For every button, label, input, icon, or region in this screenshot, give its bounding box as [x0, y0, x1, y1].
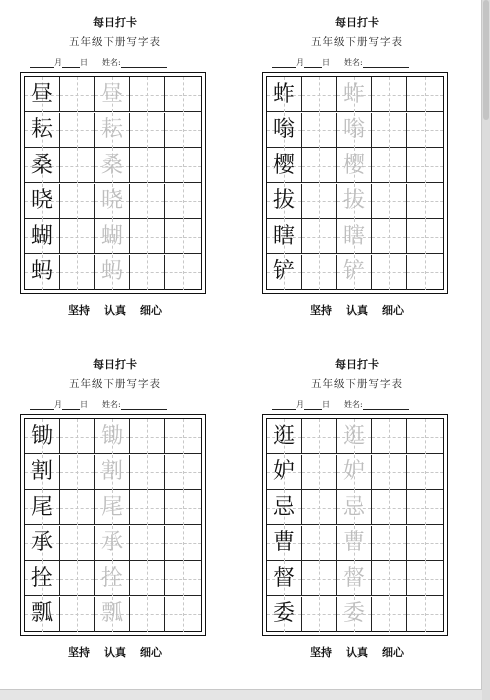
trace-character: 割 [100, 459, 123, 484]
writing-cell[interactable] [130, 526, 165, 561]
writing-cell[interactable] [337, 526, 372, 561]
grid-row [267, 597, 443, 632]
writing-cell[interactable] [165, 184, 201, 219]
practice-card [262, 342, 452, 662]
writing-cell[interactable] [60, 219, 95, 254]
writing-cell[interactable] [407, 255, 443, 290]
month-blank[interactable] [272, 59, 296, 68]
trace-character: 昼 [100, 81, 123, 107]
grid-row [25, 561, 201, 596]
writing-cell[interactable] [267, 219, 302, 254]
trace-character: 晓 [100, 188, 123, 213]
writing-cell[interactable] [372, 184, 407, 219]
writing-grid-frame [262, 414, 448, 636]
writing-cell[interactable] [165, 255, 201, 290]
writing-grid-frame [262, 72, 448, 294]
month-label: 月 [296, 400, 304, 409]
motto-word: 认真 [104, 304, 126, 317]
writing-cell[interactable] [60, 255, 95, 290]
writing-cell[interactable] [60, 77, 95, 112]
name-label: 姓名: [344, 400, 363, 409]
writing-cell[interactable] [267, 526, 302, 561]
writing-cell[interactable] [407, 561, 443, 596]
writing-cell[interactable] [302, 77, 337, 112]
grid-row [25, 419, 201, 454]
writing-cell[interactable] [95, 455, 130, 490]
model-character: 桑 [30, 152, 53, 178]
writing-cell[interactable] [60, 561, 95, 596]
writing-cell[interactable] [267, 455, 302, 490]
writing-cell[interactable] [302, 419, 337, 454]
motto-word: 认真 [104, 646, 126, 659]
writing-cell[interactable] [95, 219, 130, 254]
writing-cell[interactable] [407, 184, 443, 219]
trace-character: 蝴 [100, 223, 123, 249]
card-subtitle: 五年级下册写字表 [69, 36, 161, 48]
trace-character: 忌 [342, 494, 365, 520]
writing-cell[interactable] [337, 419, 372, 454]
name-blank[interactable] [121, 401, 167, 410]
writing-cell[interactable] [337, 255, 372, 290]
writing-cell[interactable] [25, 113, 60, 148]
writing-cell[interactable] [337, 455, 372, 490]
trace-character: 嗡 [342, 117, 365, 142]
writing-cell[interactable] [302, 490, 337, 525]
day-blank[interactable] [304, 401, 322, 410]
motto-word: 细心 [382, 304, 404, 317]
writing-cell[interactable] [337, 219, 372, 254]
writing-cell[interactable] [372, 526, 407, 561]
grid-row [25, 455, 201, 490]
writing-cell[interactable] [25, 419, 60, 454]
motto-word: 细心 [140, 646, 162, 659]
writing-cell[interactable] [95, 597, 130, 632]
writing-cell[interactable] [337, 490, 372, 525]
writing-cell[interactable] [267, 77, 302, 112]
writing-grid [24, 76, 202, 290]
motto [262, 302, 452, 318]
writing-cell[interactable] [60, 455, 95, 490]
model-character: 承 [30, 530, 53, 555]
writing-cell[interactable] [60, 597, 95, 632]
grid-row [267, 419, 443, 454]
grid-row [267, 148, 443, 183]
writing-cell[interactable] [372, 455, 407, 490]
writing-cell[interactable] [130, 490, 165, 525]
practice-card [20, 0, 210, 320]
writing-cell[interactable] [165, 490, 201, 525]
writing-cell[interactable] [130, 455, 165, 490]
name-blank[interactable] [363, 59, 409, 68]
writing-cell[interactable] [165, 219, 201, 254]
writing-cell[interactable] [165, 455, 201, 490]
motto [20, 644, 210, 660]
model-character: 锄 [30, 423, 53, 449]
writing-cell[interactable] [372, 597, 407, 632]
model-character: 嗡 [272, 117, 295, 142]
name-blank[interactable] [121, 59, 167, 68]
grid-row [25, 148, 201, 183]
day-blank[interactable] [62, 401, 80, 410]
writing-cell[interactable] [25, 526, 60, 561]
trace-character: 督 [342, 565, 365, 591]
motto-word: 坚持 [310, 304, 332, 317]
model-character: 樱 [272, 152, 295, 178]
writing-cell[interactable] [165, 148, 201, 183]
writing-cell[interactable] [372, 148, 407, 183]
writing-cell[interactable] [95, 148, 130, 183]
writing-cell[interactable] [25, 490, 60, 525]
trace-character: 委 [342, 601, 365, 626]
model-character: 蚱 [272, 81, 295, 107]
day-label: 日 [80, 58, 88, 67]
card-title: 每日打卡 [93, 16, 137, 29]
name-label: 姓名: [344, 58, 363, 67]
model-character: 妒 [272, 459, 295, 484]
writing-cell[interactable] [407, 77, 443, 112]
date-name-line [272, 58, 452, 68]
day-label: 日 [322, 400, 330, 409]
writing-cell[interactable] [302, 597, 337, 632]
writing-cell[interactable] [302, 255, 337, 290]
month-blank[interactable] [272, 401, 296, 410]
writing-cell[interactable] [165, 113, 201, 148]
trace-character: 逛 [342, 423, 365, 449]
writing-grid [266, 418, 444, 632]
writing-cell[interactable] [60, 184, 95, 219]
writing-cell[interactable] [95, 419, 130, 454]
writing-cell[interactable] [130, 148, 165, 183]
writing-cell[interactable] [95, 113, 130, 148]
writing-cell[interactable] [372, 561, 407, 596]
trace-character: 耘 [100, 117, 123, 142]
card-subtitle: 五年级下册写字表 [311, 36, 403, 48]
trace-character: 蚂 [100, 259, 123, 284]
date-name-line [30, 400, 210, 410]
motto-word: 认真 [346, 646, 368, 659]
writing-cell[interactable] [337, 597, 372, 632]
month-blank[interactable] [30, 401, 54, 410]
model-character: 拔 [272, 188, 295, 213]
trace-character: 拔 [342, 188, 365, 213]
name-blank[interactable] [363, 401, 409, 410]
writing-cell[interactable] [165, 561, 201, 596]
month-label: 月 [54, 400, 62, 409]
model-character: 瓢 [30, 601, 53, 626]
writing-cell[interactable] [267, 113, 302, 148]
month-blank[interactable] [30, 59, 54, 68]
writing-cell[interactable] [60, 490, 95, 525]
writing-cell[interactable] [130, 561, 165, 596]
grid-row [25, 219, 201, 254]
writing-cell[interactable] [95, 526, 130, 561]
writing-cell[interactable] [165, 597, 201, 632]
trace-character: 拴 [100, 565, 123, 591]
trace-character: 铲 [342, 259, 365, 284]
writing-cell[interactable] [25, 455, 60, 490]
writing-cell[interactable] [267, 490, 302, 525]
motto [20, 302, 210, 318]
model-character: 逛 [272, 423, 295, 449]
writing-cell[interactable] [372, 113, 407, 148]
grid-row [267, 455, 443, 490]
writing-cell[interactable] [25, 184, 60, 219]
motto [262, 644, 452, 660]
writing-cell[interactable] [302, 561, 337, 596]
trace-character: 承 [100, 530, 123, 555]
card-title: 每日打卡 [93, 358, 137, 371]
day-blank[interactable] [62, 59, 80, 68]
grid-row [267, 77, 443, 112]
writing-cell[interactable] [337, 184, 372, 219]
day-blank[interactable] [304, 59, 322, 68]
model-character: 委 [272, 601, 295, 626]
writing-cell[interactable] [407, 419, 443, 454]
writing-cell[interactable] [130, 219, 165, 254]
writing-cell[interactable] [130, 77, 165, 112]
model-character: 拴 [30, 565, 53, 591]
grid-row [25, 255, 201, 290]
writing-cell[interactable] [407, 526, 443, 561]
grid-row [25, 597, 201, 632]
model-character: 耘 [30, 117, 53, 142]
trace-character: 尾 [100, 494, 123, 520]
writing-cell[interactable] [25, 561, 60, 596]
date-name-line [272, 400, 452, 410]
grid-row [267, 561, 443, 596]
trace-character: 蚱 [342, 81, 365, 107]
trace-character: 瓢 [100, 601, 123, 626]
writing-cell[interactable] [25, 148, 60, 183]
writing-cell[interactable] [95, 184, 130, 219]
writing-cell[interactable] [267, 184, 302, 219]
writing-cell[interactable] [302, 219, 337, 254]
model-character: 晓 [30, 188, 53, 213]
trace-character: 瞎 [342, 223, 365, 249]
writing-grid-frame [20, 414, 206, 636]
motto-word: 坚持 [68, 646, 90, 659]
grid-row [267, 219, 443, 254]
grid-row [267, 526, 443, 561]
writing-cell[interactable] [337, 148, 372, 183]
writing-cell[interactable] [60, 148, 95, 183]
model-character: 督 [272, 565, 295, 591]
writing-cell[interactable] [60, 419, 95, 454]
model-character: 瞎 [272, 223, 295, 249]
writing-cell[interactable] [337, 113, 372, 148]
motto-word: 细心 [382, 646, 404, 659]
grid-row [25, 113, 201, 148]
writing-cell[interactable] [302, 526, 337, 561]
writing-cell[interactable] [95, 490, 130, 525]
practice-card [262, 0, 452, 320]
grid-row [25, 490, 201, 525]
writing-cell[interactable] [95, 77, 130, 112]
writing-cell[interactable] [165, 419, 201, 454]
month-label: 月 [296, 58, 304, 67]
writing-cell[interactable] [372, 77, 407, 112]
writing-cell[interactable] [372, 219, 407, 254]
grid-row [267, 255, 443, 290]
writing-cell[interactable] [407, 597, 443, 632]
month-label: 月 [54, 58, 62, 67]
model-character: 蚂 [30, 259, 53, 284]
grid-row [25, 184, 201, 219]
writing-cell[interactable] [302, 455, 337, 490]
model-character: 割 [30, 459, 53, 484]
model-character: 昼 [30, 81, 53, 107]
model-character: 蝴 [30, 223, 53, 249]
motto-word: 细心 [140, 304, 162, 317]
card-title: 每日打卡 [335, 358, 379, 371]
writing-cell[interactable] [302, 184, 337, 219]
writing-cell[interactable] [130, 419, 165, 454]
model-character: 曹 [272, 530, 295, 555]
writing-cell[interactable] [130, 597, 165, 632]
writing-cell[interactable] [372, 490, 407, 525]
writing-cell[interactable] [60, 113, 95, 148]
card-subtitle: 五年级下册写字表 [69, 378, 161, 390]
writing-cell[interactable] [130, 184, 165, 219]
grid-row [25, 77, 201, 112]
writing-cell[interactable] [302, 113, 337, 148]
writing-cell[interactable] [267, 597, 302, 632]
card-subtitle: 五年级下册写字表 [311, 378, 403, 390]
name-label: 姓名: [102, 400, 121, 409]
writing-grid [24, 418, 202, 632]
writing-cell[interactable] [372, 255, 407, 290]
grid-row [267, 184, 443, 219]
writing-cell[interactable] [407, 113, 443, 148]
writing-cell[interactable] [25, 255, 60, 290]
motto-word: 坚持 [68, 304, 90, 317]
motto-word: 认真 [346, 304, 368, 317]
writing-cell[interactable] [95, 561, 130, 596]
writing-cell[interactable] [267, 148, 302, 183]
writing-cell[interactable] [407, 455, 443, 490]
name-label: 姓名: [102, 58, 121, 67]
writing-cell[interactable] [267, 255, 302, 290]
trace-character: 樱 [342, 152, 365, 178]
model-character: 尾 [30, 494, 53, 520]
writing-grid-frame [20, 72, 206, 294]
scrollbar-thumb[interactable] [483, 0, 489, 120]
writing-cell[interactable] [95, 255, 130, 290]
writing-cell[interactable] [372, 419, 407, 454]
writing-cell[interactable] [130, 255, 165, 290]
writing-cell[interactable] [407, 219, 443, 254]
practice-card [20, 342, 210, 662]
card-title: 每日打卡 [335, 16, 379, 29]
writing-cell[interactable] [25, 597, 60, 632]
trace-character: 桑 [100, 152, 123, 178]
writing-cell[interactable] [25, 77, 60, 112]
writing-cell[interactable] [337, 77, 372, 112]
writing-cell[interactable] [337, 561, 372, 596]
grid-row [267, 490, 443, 525]
model-character: 忌 [272, 494, 295, 520]
trace-character: 妒 [342, 459, 365, 484]
writing-cell[interactable] [302, 148, 337, 183]
day-label: 日 [80, 400, 88, 409]
grid-row [25, 526, 201, 561]
grid-row [267, 113, 443, 148]
writing-cell[interactable] [407, 490, 443, 525]
trace-character: 曹 [342, 530, 365, 555]
writing-cell[interactable] [60, 526, 95, 561]
writing-cell[interactable] [165, 526, 201, 561]
writing-cell[interactable] [130, 113, 165, 148]
writing-cell[interactable] [25, 219, 60, 254]
vertical-scrollbar[interactable] [482, 0, 490, 700]
trace-character: 锄 [100, 423, 123, 449]
date-name-line [30, 58, 210, 68]
writing-cell[interactable] [165, 77, 201, 112]
day-label: 日 [322, 58, 330, 67]
writing-grid [266, 76, 444, 290]
writing-cell[interactable] [407, 148, 443, 183]
motto-word: 坚持 [310, 646, 332, 659]
writing-cell[interactable] [267, 561, 302, 596]
model-character: 铲 [272, 259, 295, 284]
writing-cell[interactable] [267, 419, 302, 454]
